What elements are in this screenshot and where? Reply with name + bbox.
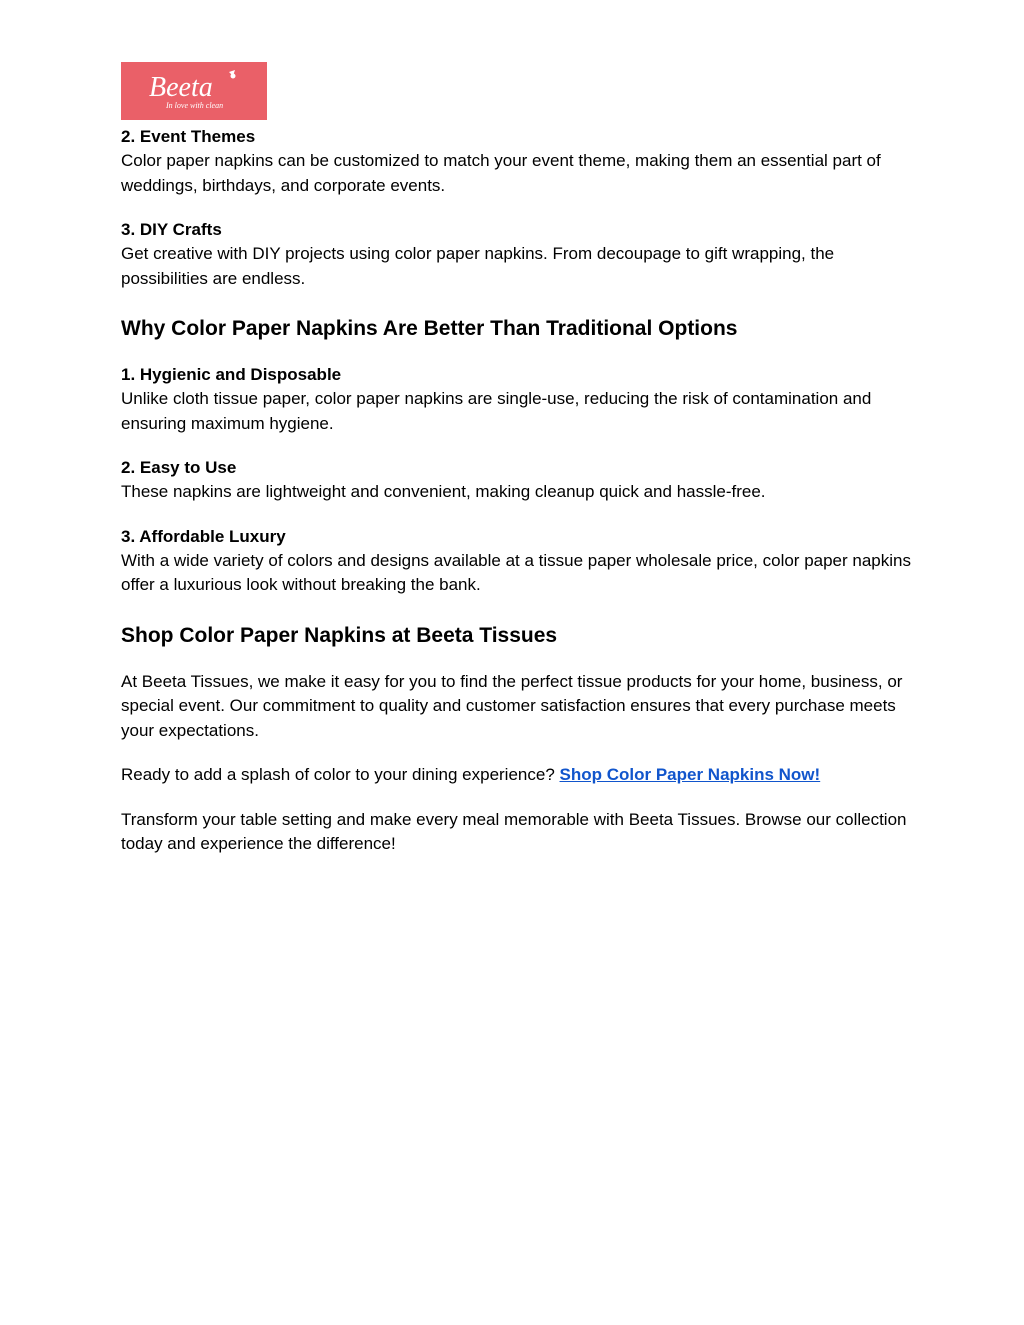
affordable-heading: 3. Affordable Luxury [121, 526, 286, 546]
beeta-logo [121, 62, 267, 120]
diy-crafts-heading: 3. DIY Crafts [121, 220, 222, 239]
beeta-logo-mark [121, 62, 267, 120]
section-diy-crafts [121, 218, 911, 291]
flower-dot-icon [231, 74, 236, 79]
event-themes-body: Color paper napkins can be customized to match your event theme, making them an essential part of weddings, birthdays, and corporate events. [121, 151, 881, 195]
easy-body: These napkins are lightweight and convenient, making cleanup quick and hassle-free. [121, 482, 766, 501]
why-better-item-easy [121, 456, 911, 505]
easy-heading: 2. Easy to Use [121, 458, 237, 477]
shop-cta [121, 763, 911, 788]
shop-cta-text: Ready to add a splash of color to your dining experience? [121, 765, 560, 784]
shop-intro: At Beeta Tissues, we make it easy for you to find the perfect tissue products for your home, business, or special event. Our commitment to quality and customer satisfaction ensures that every purchase meets your expectations. [121, 671, 903, 740]
shop-heading: Shop Color Paper Napkins at Beeta Tissues [121, 623, 558, 647]
hygienic-heading: 1. Hygienic and Disposable [121, 365, 342, 384]
why-better-item-affordable [121, 525, 911, 598]
logo-tagline-text: In love with clean [166, 101, 224, 110]
shop-now-link[interactable]: Shop Color Paper Napkins Now! [559, 765, 821, 784]
document-content [121, 125, 911, 877]
affordable-body: With a wide variety of colors and designs available at a tissue paper wholesale price, color paper napkins offer a luxurious look without breaking the bank. [121, 550, 911, 594]
event-themes-heading: 2. Event Themes [121, 127, 256, 146]
section-event-themes [121, 125, 911, 198]
shop-closing: Transform your table setting and make every meal memorable with Beeta Tissues. Browse our collection today and experience the difference! [121, 809, 907, 853]
why-better-heading: Why Color Paper Napkins Are Better Than Traditional Options [121, 317, 738, 340]
hygienic-body: Unlike cloth tissue paper, color paper napkins are single-use, reducing the risk of contamination and ensuring maximum hygiene. [121, 389, 872, 433]
why-better-item-hygienic [121, 363, 911, 436]
logo-brand-text: Beeta [149, 72, 213, 103]
diy-crafts-body: Get creative with DIY projects using color paper napkins. From decoupage to gift wrapping, the possibilities are endless. [121, 244, 835, 288]
